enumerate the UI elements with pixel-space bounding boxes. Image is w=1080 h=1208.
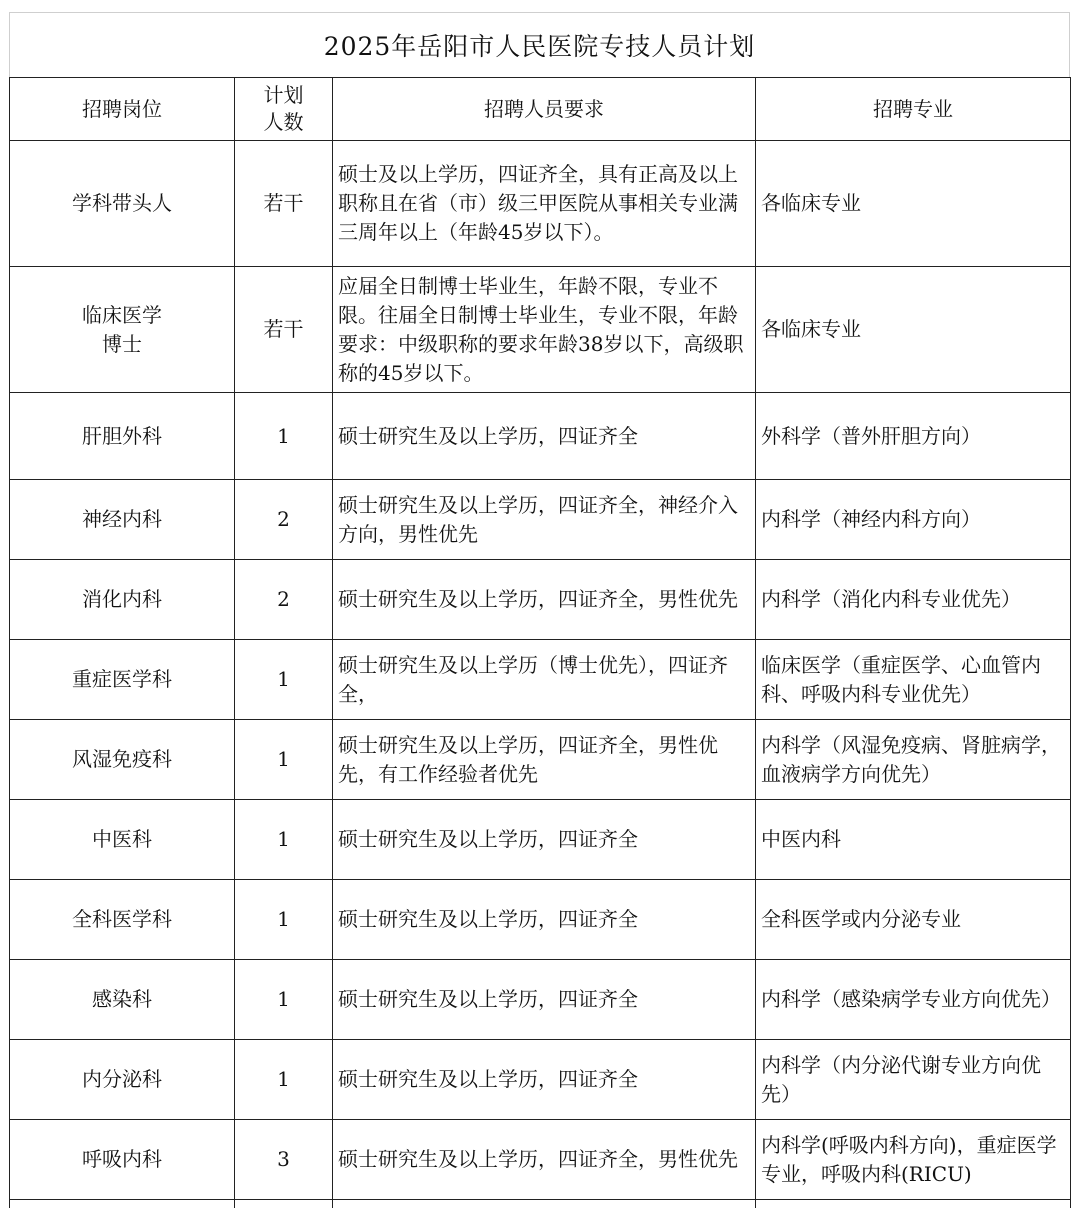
position-cell: 肝胆外科 (10, 393, 235, 480)
requirements-cell: 硕士研究生及以上学历，四证齐全，神经介入方向，男性优先 (333, 480, 756, 560)
table-header-row (10, 78, 1071, 141)
table-row (10, 267, 1071, 393)
empty-cell (333, 1200, 756, 1208)
position-cell: 中医科 (10, 800, 235, 880)
count-cell: 1 (235, 880, 333, 960)
count-cell: 2 (235, 480, 333, 560)
position-cell: 消化内科 (10, 560, 235, 640)
table-row (10, 1120, 1071, 1200)
recruitment-plan-sheet (9, 12, 1070, 1208)
position-cell: 重症医学科 (10, 640, 235, 720)
major-cell: 全科医学或内分泌专业 (756, 880, 1071, 960)
position-cell: 神经内科 (10, 480, 235, 560)
count-cell: 1 (235, 720, 333, 800)
requirements-cell: 应届全日制博士毕业生，年龄不限，专业不限。往届全日制博士毕业生，专业不限，年龄要求：中级职称的要求年龄38岁以下，高级职称的45岁以下。 (333, 267, 756, 393)
empty-cell (235, 1200, 333, 1208)
requirements-cell: 硕士及以上学历，四证齐全，具有正高及以上职称且在省（市）级三甲医院从事相关专业满三周年以上（年龄45岁以下）。 (333, 141, 756, 267)
major-cell: 临床医学（重症医学、心血管内科、呼吸内科专业优先） (756, 640, 1071, 720)
position-cell: 呼吸内科 (10, 1120, 235, 1200)
requirements-cell: 硕士研究生及以上学历，四证齐全 (333, 393, 756, 480)
empty-cell (10, 1200, 235, 1208)
count-cell: 1 (235, 640, 333, 720)
position-cell: 学科带头人 (10, 141, 235, 267)
count-cell: 3 (235, 1120, 333, 1200)
count-cell: 1 (235, 393, 333, 480)
count-cell: 1 (235, 960, 333, 1040)
position-cell: 风湿免疫科 (10, 720, 235, 800)
header-position: 招聘岗位 (10, 78, 235, 141)
major-cell: 内科学（风湿免疫病、肾脏病学，血液病学方向优先） (756, 720, 1071, 800)
page-title: 2025年岳阳市人民医院专技人员计划 (9, 12, 1070, 77)
table-row (10, 1040, 1071, 1120)
requirements-cell: 硕士研究生及以上学历，四证齐全，男性优先 (333, 1120, 756, 1200)
major-cell: 内科学（消化内科专业优先） (756, 560, 1071, 640)
requirements-cell: 硕士研究生及以上学历，四证齐全 (333, 1040, 756, 1120)
header-count-line2: 人数 (263, 110, 304, 134)
position-line1: 临床医学 (82, 302, 162, 327)
table-row (10, 560, 1071, 640)
header-count-line1: 计划 (263, 83, 304, 107)
requirements-cell: 硕士研究生及以上学历，四证齐全，男性优先，有工作经验者优先 (333, 720, 756, 800)
table-row (10, 880, 1071, 960)
header-count (235, 78, 333, 141)
requirements-cell: 硕士研究生及以上学历（博士优先），四证齐全， (333, 640, 756, 720)
position-line2: 博士 (102, 331, 142, 356)
table-row (10, 393, 1071, 480)
count-cell: 1 (235, 1040, 333, 1120)
major-cell: 内科学（神经内科方向） (756, 480, 1071, 560)
count-cell: 1 (235, 800, 333, 880)
major-cell: 各临床专业 (756, 141, 1071, 267)
major-cell: 内科学（感染病学专业方向优先） (756, 960, 1071, 1040)
major-cell: 内科学（内分泌代谢专业方向优先） (756, 1040, 1071, 1120)
major-cell: 外科学（普外肝胆方向） (756, 393, 1071, 480)
requirements-cell: 硕士研究生及以上学历，四证齐全 (333, 960, 756, 1040)
requirements-cell: 硕士研究生及以上学历，四证齐全 (333, 800, 756, 880)
header-major: 招聘专业 (756, 78, 1071, 141)
major-cell: 中医内科 (756, 800, 1071, 880)
table-row (10, 800, 1071, 880)
position-cell: 内分泌科 (10, 1040, 235, 1120)
count-cell: 若干 (235, 267, 333, 393)
table-row (10, 640, 1071, 720)
position-cell: 感染科 (10, 960, 235, 1040)
requirements-cell: 硕士研究生及以上学历，四证齐全 (333, 880, 756, 960)
table-row (10, 720, 1071, 800)
major-cell: 内科学(呼吸内科方向)，重症医学专业，呼吸内科(RICU) (756, 1120, 1071, 1200)
table-row (10, 141, 1071, 267)
position-cell (10, 267, 235, 393)
position-cell: 全科医学科 (10, 880, 235, 960)
table-continuation-row (10, 1200, 1071, 1208)
count-cell: 2 (235, 560, 333, 640)
header-requirements: 招聘人员要求 (333, 78, 756, 141)
requirements-cell: 硕士研究生及以上学历，四证齐全，男性优先 (333, 560, 756, 640)
empty-cell (756, 1200, 1071, 1208)
table-row (10, 480, 1071, 560)
major-cell: 各临床专业 (756, 267, 1071, 393)
recruitment-table (9, 77, 1071, 1208)
table-row (10, 960, 1071, 1040)
count-cell: 若干 (235, 141, 333, 267)
